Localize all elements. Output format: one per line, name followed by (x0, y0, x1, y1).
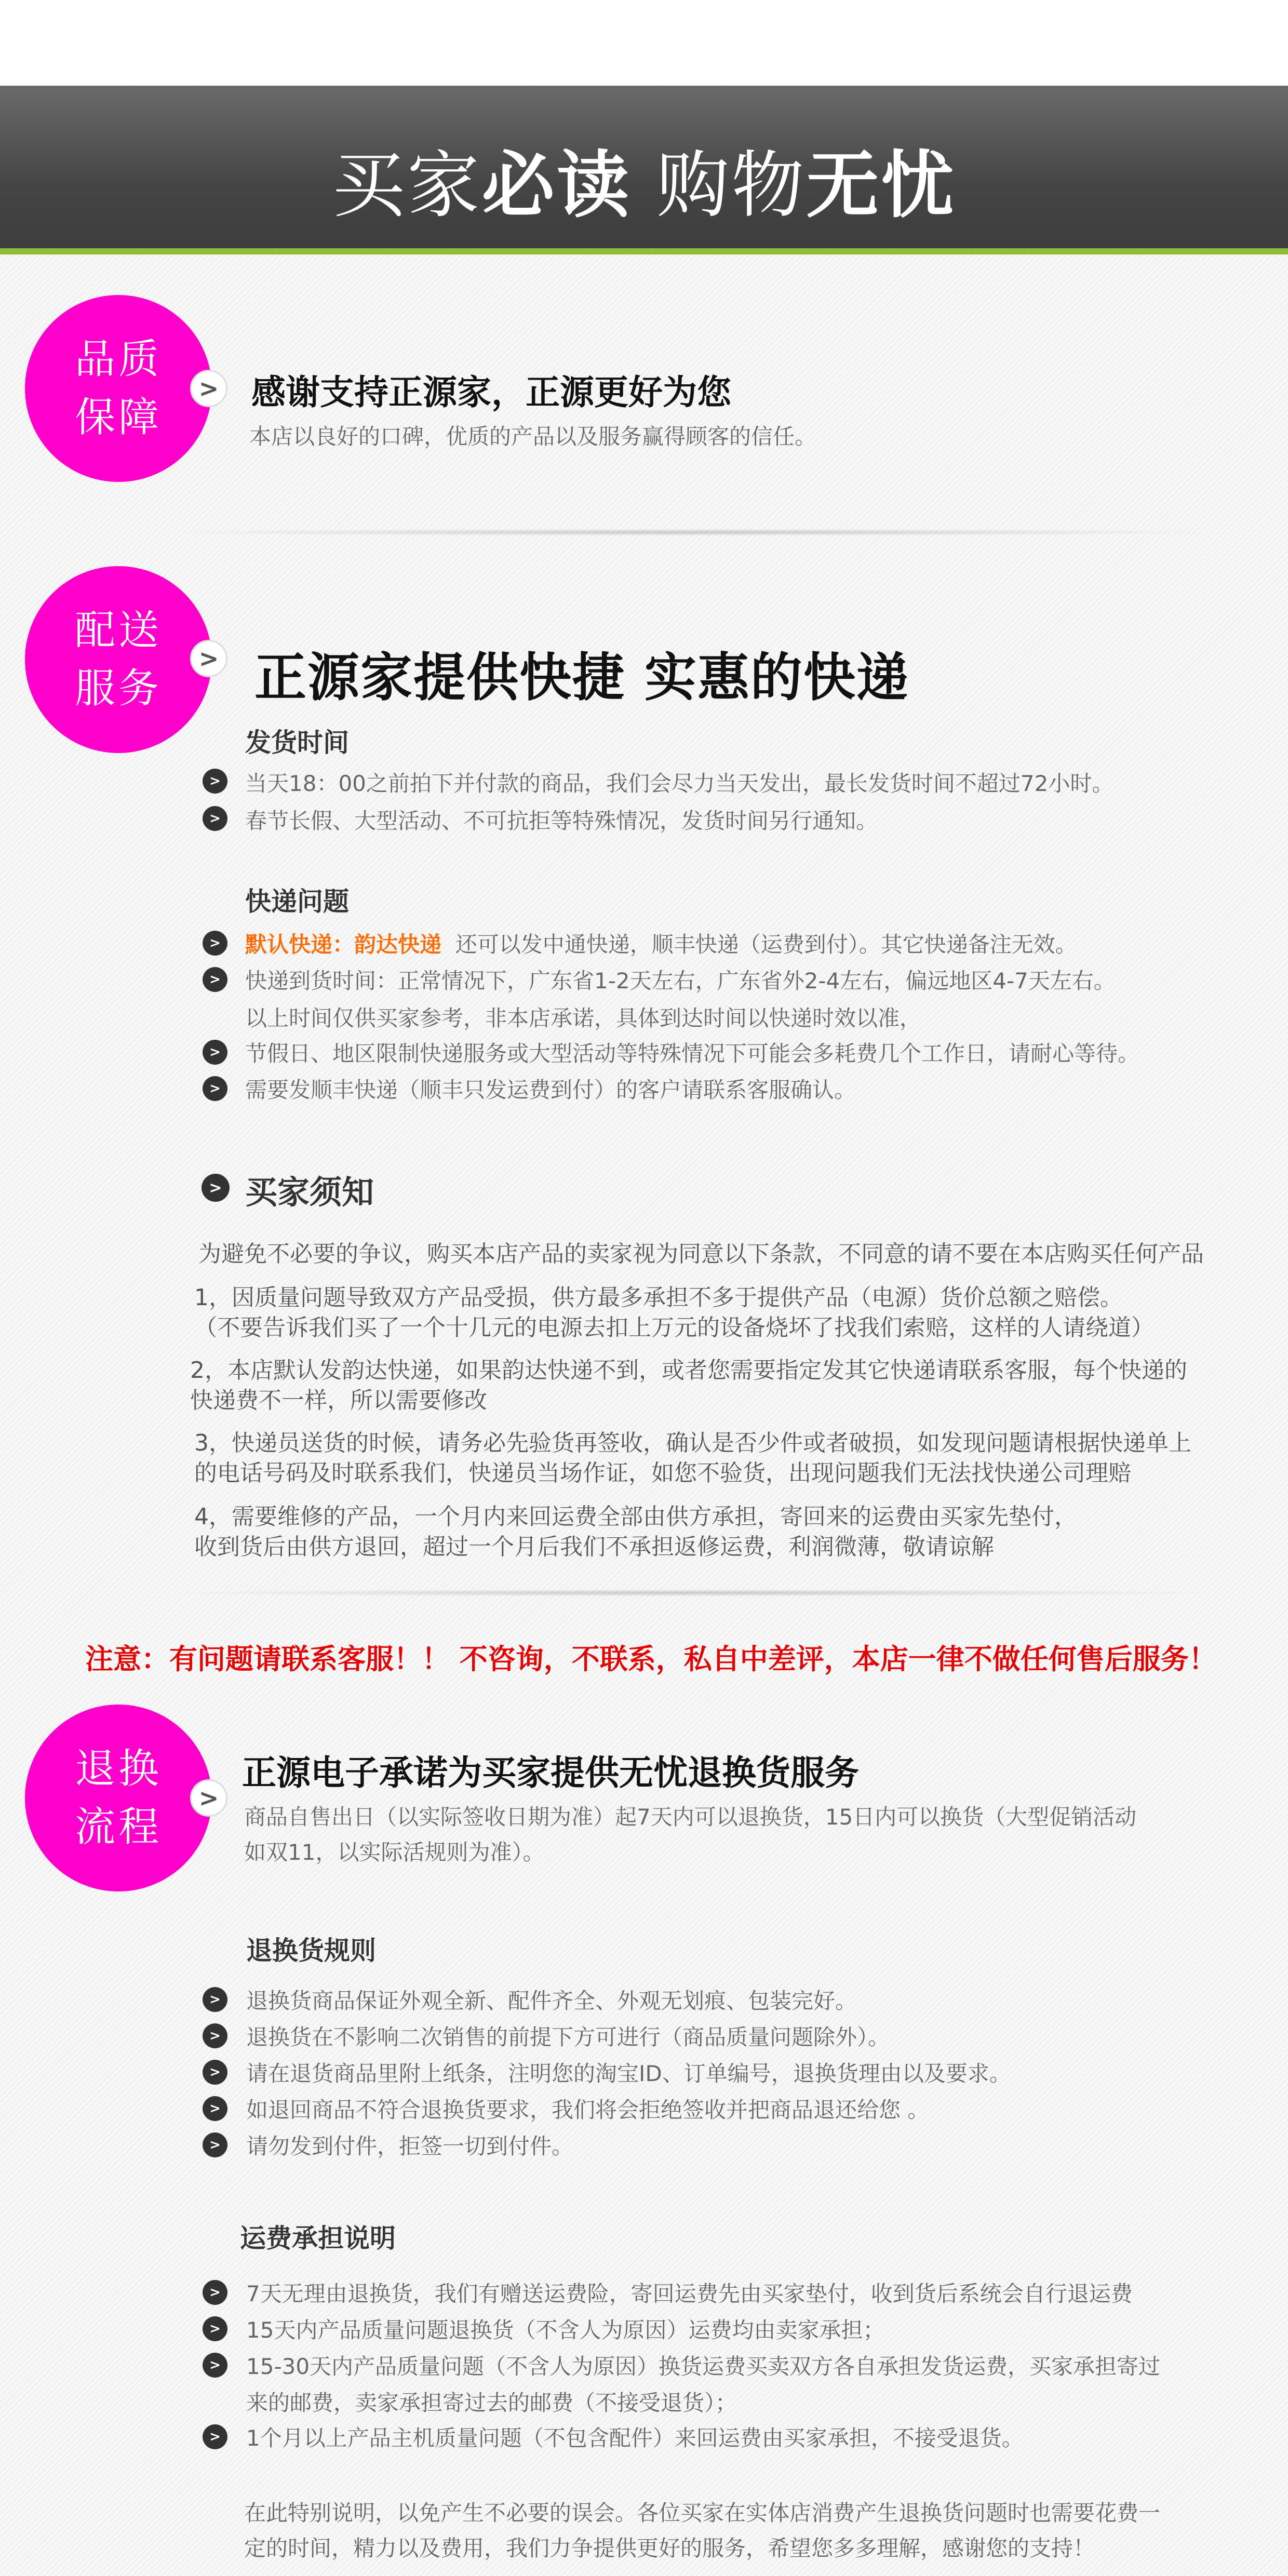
bullet-arrow-icon: > (203, 2353, 227, 2378)
returns-circle-line1: 退换 (74, 1746, 162, 1792)
fee-3b: 来的邮费，卖家承担寄过去的邮费（不接受退货）； (246, 2390, 737, 2416)
notice-item-1b: （不要告诉我们买了一个十几元的电源去扣上万元的设备烧坏了找我们索赔，这样的人请绕道） (194, 1314, 1154, 1341)
banner-title-part2: 必读 (481, 143, 632, 228)
quality-circle-line1: 品质 (74, 336, 162, 383)
courier-item-1: 快递到货时间：正常情况下，广东省1-2天左右，广东省外2-4左右，偏远地区4-7天左右。 (245, 968, 1116, 994)
courier-default-rest: 还可以发中通快递，顺丰快递（运费到付）。其它快递备注无效。 (455, 932, 1077, 957)
bullet-arrow-icon: > (203, 2316, 227, 2341)
notice-item-3b: 的电话号码及时联系我们，快递员当场作证，如您不验货，出现问题我们无法找快递公司理赔 (194, 1460, 1131, 1486)
bullet-arrow-icon: > (203, 2132, 227, 2157)
courier-item-4: 需要发顺丰快递（顺丰只发运费到付）的客户请联系客服确认。 (245, 1077, 856, 1103)
quality-desc: 本店以良好的口碑，优质的产品以及服务赢得顾客的信任。 (249, 424, 817, 449)
notice-item-4a: 4，需要维修的产品，一个月内来回运费全部由供方承担，寄回来的运费由买家先垫付， (194, 1504, 1077, 1530)
notice-arrow-icon: > (202, 1174, 230, 1202)
courier-default-label: 默认快递：韵达快递 (245, 932, 442, 957)
bullet-arrow-icon: > (203, 1987, 227, 2012)
rule-3: 请在退货商品里附上纸条，注明您的淘宝ID、订单编号，退换货理由以及要求。 (246, 2061, 1011, 2086)
returns-circle (25, 1705, 212, 1891)
bullet-arrow-icon: > (203, 769, 227, 794)
bullet-arrow-icon: > (203, 1076, 227, 1101)
notice-intro: 为避免不必要的争议，购买本店产品的卖家视为同意以下条款，不同意的请不要在本店购买任何产品 (198, 1241, 1204, 1267)
bullet-arrow-icon: > (203, 931, 227, 956)
quality-circle-line2: 保障 (74, 394, 162, 441)
delivery-title: 正源家提供快捷 实惠的快递 (254, 647, 909, 708)
chevron-right-icon: > (190, 640, 227, 677)
fee-heading: 运费承担说明 (240, 2223, 396, 2253)
notice-item-4b: 收到货后由供方退回，超过一个月后我们不承担返修运费，利润微薄，敬请谅解 (194, 1534, 994, 1560)
bullet-arrow-icon: > (203, 967, 227, 992)
notice-item-2a: 2，本店默认发韵达快递，如果韵达快递不到，或者您需要指定发其它快递请联系客服，每个快递的 (190, 1357, 1187, 1384)
notice-heading: 买家须知 (245, 1173, 374, 1211)
delivery-circle (25, 566, 212, 753)
banner-accent-line (0, 248, 1288, 254)
fee-4: 1个月以上产品主机质量问题（不包含配件）来回运费由买家承担，不接受退货。 (246, 2425, 1024, 2451)
returns-circle-line2: 流程 (74, 1804, 162, 1850)
courier-item-3: 节假日、地区限制快递服务或大型活动等特殊情况下可能会多耗费几个工作日，请耐心等待。 (245, 1041, 1140, 1066)
bullet-arrow-icon: > (203, 2060, 227, 2085)
rule-1: 退换货商品保证外观全新、配件齐全、外观无划痕、包装完好。 (246, 1988, 857, 2014)
courier-default-line (245, 928, 1077, 959)
notice-item-2b: 快递费不一样，所以需要修改 (190, 1387, 487, 1414)
chevron-right-icon: > (190, 370, 227, 407)
banner-title-part4: 无忧 (806, 143, 956, 228)
banner-title-part1: 买家 (332, 143, 482, 228)
bullet-arrow-icon: > (203, 2424, 227, 2449)
bullet-arrow-icon: > (203, 2280, 227, 2305)
rule-4: 如退回商品不符合退换货要求，我们将会拒绝签收并把商品退还给您 。 (246, 2097, 930, 2123)
notice-item-3a: 3，快递员送货的时候，请务必先验货再签收，确认是否少件或者破损，如发现问题请根据快递单上 (194, 1430, 1191, 1456)
courier-item-2: 以上时间仅供买家参考，非本店承诺，具体到达时间以快递时效以准， (245, 1005, 922, 1031)
top-whitespace (0, 0, 1288, 86)
returns-desc-1: 商品自售出日（以实际签收日期为准）起7天内可以退换货，15日内可以换货（大型促销活动 (244, 1804, 1137, 1830)
notice-item-1a: 1，因质量问题导致双方产品受损，供方最多承担不多于提供产品（电源）货价总额之赔偿。 (194, 1284, 1123, 1311)
bullet-arrow-icon: > (203, 806, 227, 831)
delivery-circle-line2: 服务 (74, 665, 162, 712)
delivery-circle-line1: 配送 (74, 607, 162, 654)
closing-2: 定的时间，精力以及费用，我们力争提供更好的服务，希望您多多理解，感谢您的支持！ (244, 2535, 1095, 2561)
section-divider (156, 1589, 1226, 1596)
closing-1: 在此特别说明，以免产生不必要的误会。各位买家在实体店消费产生退换货问题时也需要花费一 (244, 2500, 1161, 2526)
fee-3a: 15-30天内产品质量问题（不含人为原因）换货运费买卖双方各自承担发货运费，买家承担寄过 (246, 2354, 1161, 2379)
ship-time-heading: 发货时间 (245, 728, 349, 758)
rules-heading: 退换货规则 (246, 1936, 376, 1966)
banner-title-part3: 购物 (631, 143, 807, 228)
rule-2: 退换货在不影响二次销售的前提下方可进行（商品质量问题除外）。 (246, 2024, 890, 2050)
ship-time-item-2: 春节长假、大型活动、不可抗拒等特殊情况，发货时间另行通知。 (245, 808, 878, 834)
bullet-arrow-icon: > (203, 1040, 227, 1065)
returns-title: 正源电子承诺为买家提供无忧退换货服务 (242, 1753, 859, 1793)
ship-time-item-1: 当天18：00之前拍下并付款的商品，我们会尽力当天发出，最长发货时间不超过72小时。 (245, 771, 1114, 796)
fee-2: 15天内产品质量问题退换货（不含人为原因）运费均由卖家承担； (246, 2317, 885, 2343)
courier-heading: 快递问题 (245, 887, 349, 917)
quality-circle (25, 295, 212, 482)
rule-5: 请勿发到付件，拒签一切到付件。 (246, 2134, 574, 2159)
section-divider (156, 529, 1226, 536)
warning-text: 注意：有问题请联系客服！！ 不咨询，不联系，私自中差评，本店一律不做任何售后服务！ (85, 1643, 1217, 1675)
quality-title: 感谢支持正源家，正源更好为您 (251, 372, 731, 412)
fee-1: 7天无理由退换货，我们有赠送运费险，寄回运费先由买家垫付，收到货后系统会自行退运费 (246, 2281, 1133, 2306)
banner-title (0, 127, 1288, 232)
bullet-arrow-icon: > (203, 2096, 227, 2121)
bullet-arrow-icon: > (203, 2023, 227, 2048)
chevron-right-icon: > (190, 1779, 227, 1817)
returns-desc-2: 如双11，以实际活规则为准）。 (244, 1840, 545, 1865)
